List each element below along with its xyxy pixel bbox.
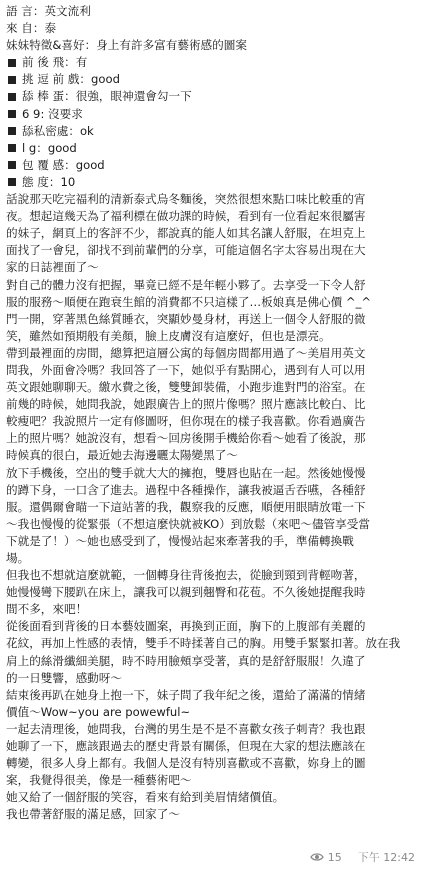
text-line: 放下手機後，空出的雙手就大大的擁抱，雙唇也貼在一起。然後她慢慢 bbox=[6, 465, 366, 480]
text-line: 問我，外面會冷嗎？我回答了一下，她似乎有點開心，遇到有人可以用 bbox=[6, 362, 366, 377]
header-line: 來 自：泰 bbox=[6, 21, 57, 36]
square-bullet-icon bbox=[8, 59, 16, 67]
paragraph bbox=[6, 345, 417, 465]
attribute-text: l g：good bbox=[22, 140, 77, 155]
text-line: 但我也不想就這麼就範，一個轉身往背後抱去，從臉到頸到背輕吻著， bbox=[6, 568, 366, 583]
text-line: 門一開，穿著黑色絲質睡衣，突顯妙曼身材，再送上一個令人舒服的微 bbox=[6, 311, 366, 326]
text-line: 肩上的絲滑纖細美腿，時不時用臉頰享受著，真的是舒舒服服！久違了 bbox=[6, 653, 366, 668]
header-line: 語 言：英文流利 bbox=[6, 4, 91, 18]
square-bullet-icon bbox=[8, 161, 16, 169]
attribute-item bbox=[6, 54, 417, 71]
attribute-item bbox=[6, 174, 417, 191]
text-line: 一起去清理後，她問我，台灣的男生是不是不喜歡女孩子刺青？我也跟 bbox=[6, 721, 366, 736]
attribute-item bbox=[6, 123, 417, 140]
text-line: 話說那天吃完福利的清新泰式烏冬麵後，突然很想來點口味比較重的宵 bbox=[6, 192, 366, 207]
text-line: 家的日誌裡面了～ bbox=[6, 260, 99, 275]
text-line: 結束後再趴在她身上抱一下，妹子問了我年紀之後，還給了滿滿的情緒 bbox=[6, 687, 366, 702]
text-line: 服。還偶爾會瞄一下這站著的我，觀察我的反應，順便用眼睛放電一下 bbox=[6, 499, 366, 514]
paragraph bbox=[6, 465, 417, 568]
text-line: 的蹲下身，一口含了進去。過程中各種操作，讓我被逼舌吞嚥，各種舒 bbox=[6, 482, 366, 497]
post-time: 下午 12:42 bbox=[357, 851, 415, 864]
text-line: 時候真的很白，最近她去海邊曬太陽變黑了～ bbox=[6, 448, 238, 463]
square-bullet-icon bbox=[8, 127, 16, 135]
attribute-text: 舔私密處：ok bbox=[22, 123, 94, 138]
paragraph bbox=[6, 567, 417, 618]
text-line: 英文跟她聊聊天。繳水費之後，雙雙卸裝備，小跑步進對門的浴室。在 bbox=[6, 380, 366, 395]
post-body bbox=[6, 191, 417, 823]
text-line: 笑，雖然如預期般有美顏，臉上皮膚沒有這麼好，但也是漂亮。 bbox=[6, 328, 331, 343]
text-line: 服的服務～順便在跑衰生館的消費都不只這樣了…板娘真是佛心價 ^_^ bbox=[6, 294, 372, 309]
square-bullet-icon bbox=[8, 178, 16, 186]
text-line: 從後面看到背後的日本藝妓圖案，再換到正面，胸下的上腹部有美麗的 bbox=[6, 619, 366, 634]
attribute-text: 舔 棒 蛋：很強，眼神還會勾一下 bbox=[22, 89, 192, 104]
attribute-text: 態 度：10 bbox=[22, 174, 76, 189]
attribute-item bbox=[6, 106, 417, 123]
text-line: 上的照片嗎？她說沒有，想看～回房後開手機給你看～她看了後說，那 bbox=[6, 431, 366, 446]
paragraph bbox=[6, 687, 417, 721]
text-line: 夜。想起這幾天為了福利標在做功課的時候，看到有一位看起來很屬害 bbox=[6, 209, 366, 224]
paragraph bbox=[6, 191, 417, 276]
eye-icon bbox=[310, 852, 324, 862]
paragraph bbox=[6, 277, 417, 345]
square-bullet-icon bbox=[8, 110, 16, 118]
text-line: 對自己的體力沒有把握，畢竟已經不是年輕小夥了。去享受一下令人舒 bbox=[6, 277, 366, 292]
text-line: 較瘦吧？我說照片一定有修圖呀，但你現在的樣子我喜歡。你看過廣告 bbox=[6, 414, 366, 429]
text-line: 她又給了一個舒服的笑容，看來有給到美眉情緒價值。 bbox=[6, 790, 285, 805]
attribute-list bbox=[6, 54, 417, 191]
header-line: 妹妹特徵&喜好：身上有許多富有藝術感的圖案 bbox=[6, 38, 247, 53]
text-line: 帶到最裡面的房間，總算把這層公寓的每個房間都用過了～美眉用英文 bbox=[6, 345, 366, 360]
text-line: 場。 bbox=[6, 551, 30, 565]
post-header bbox=[6, 3, 417, 54]
square-bullet-icon bbox=[8, 144, 16, 152]
text-line: 的妹子，網頁上的客評不少，都說真的能人如其名讓人舒服，在坦克上 bbox=[6, 226, 366, 241]
paragraph bbox=[6, 721, 417, 789]
text-line: 案，我覺得很美，像是一種藝術吧～ bbox=[6, 773, 192, 788]
post-footer bbox=[310, 849, 415, 865]
attribute-text: 包 覆 感：good bbox=[22, 157, 105, 172]
text-line: 花紋，再加上性感的表情，雙手不時揉著自己的胸。用雙手緊緊扣著。放在我 bbox=[6, 636, 401, 651]
view-count: 15 bbox=[327, 850, 342, 864]
attribute-item bbox=[6, 88, 417, 105]
attribute-text: 6 9: 沒要求 bbox=[22, 106, 83, 121]
text-line: 她慢慢彎下腰趴在床上，讓我可以親到翹臀和花苞。不久後她提醒我時 bbox=[6, 585, 366, 600]
paragraph bbox=[6, 789, 417, 823]
square-bullet-icon bbox=[8, 93, 16, 101]
attribute-item bbox=[6, 157, 417, 174]
text-line: 間不多，來吧！ bbox=[6, 602, 88, 617]
attribute-text: 挑 逗 前 戲：good bbox=[22, 72, 120, 87]
text-line: 她聊了一下，應該跟過去的歷史背景有關係，但現在大家的想法應該在 bbox=[6, 739, 366, 754]
text-line: 前幾的時候，她問我說，她跟廣告上的照片像嗎？照片應該比較白、比 bbox=[6, 397, 366, 412]
attribute-item bbox=[6, 71, 417, 88]
attribute-item bbox=[6, 140, 417, 157]
text-line: 的一日雙響，感動呀～ bbox=[6, 670, 122, 685]
text-line: 價值～Wow~you are powewful~ bbox=[6, 704, 191, 719]
text-line: 轉變，很多人身上都有。我個人是沒有特別喜歡或不喜歡，妳身上的圖 bbox=[6, 756, 366, 771]
paragraph bbox=[6, 618, 417, 686]
text-line: 面找了一會兒，卻找不到前輩們的分享，可能這個名字太容易出現在大 bbox=[6, 243, 366, 258]
text-line: 下就是了！）～她也感受到了，慢慢站起來牽著我的手，準備轉換戰 bbox=[6, 533, 354, 548]
square-bullet-icon bbox=[8, 76, 16, 84]
text-line: 我也帶著舒服的滿足感，回家了～ bbox=[6, 807, 180, 822]
text-line: ～我也慢慢的從緊張（不想這麼快就被KO）到放鬆（來吧～儘管享受當 bbox=[6, 516, 370, 531]
attribute-text: 前 後 飛：有 bbox=[22, 55, 88, 70]
